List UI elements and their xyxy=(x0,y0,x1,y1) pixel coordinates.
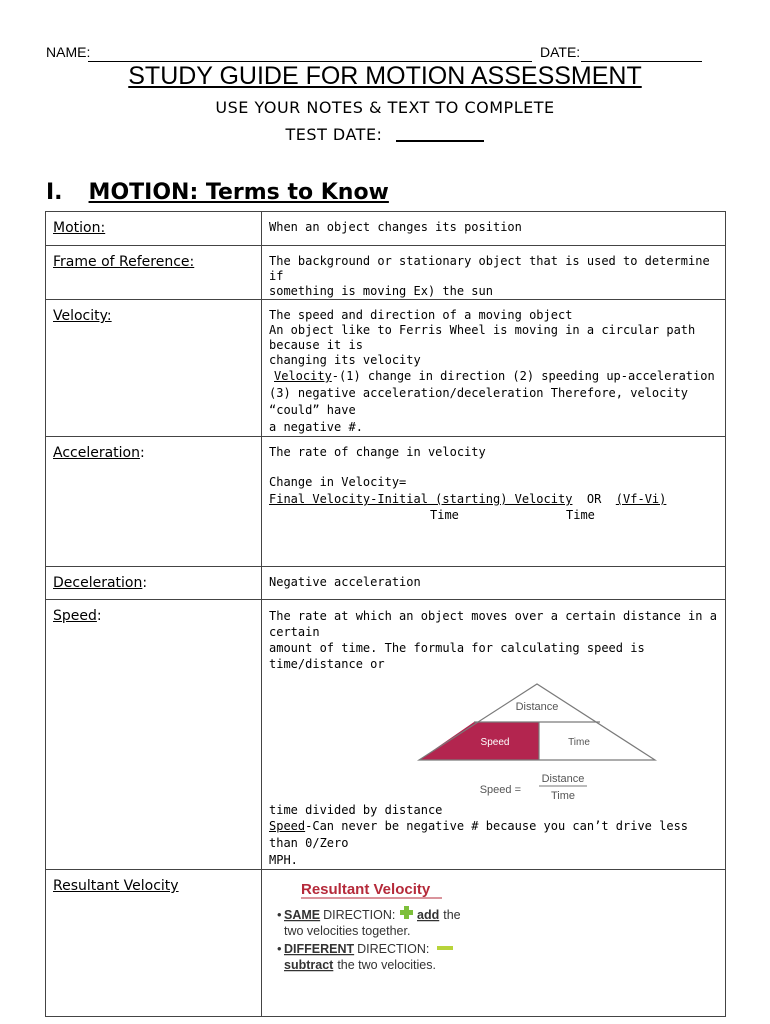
def-speed-line-4 xyxy=(269,818,717,852)
acceleration-formula xyxy=(269,474,717,525)
term-cell xyxy=(46,212,262,246)
instructions-subtitle: USE YOUR NOTES & TEXT TO COMPLETE xyxy=(215,98,555,117)
bullet-2-rest: the two velocities. xyxy=(337,958,436,972)
def-frame-line-1: The background or stationary object that is used to determine if xyxy=(269,254,710,283)
def-velocity-line-1: The speed and direction of a moving object xyxy=(269,308,573,322)
triangle-time-label: Time xyxy=(568,737,590,748)
formula-time-a: Time xyxy=(430,508,459,522)
triangle-distance-label: Distance xyxy=(515,701,559,713)
formula-words: Final Velocity-Initial (starting) Velocity xyxy=(269,492,573,506)
date-label: DATE: xyxy=(540,44,581,60)
definition-cell xyxy=(262,246,726,300)
table-row-velocity xyxy=(46,300,726,437)
table-row-acceleration xyxy=(46,437,726,567)
definition-cell xyxy=(262,567,726,600)
table-row-motion xyxy=(46,212,726,246)
def-velocity-line-3: changing its velocity xyxy=(269,353,421,367)
def-frame-line-2: something is moving Ex) the sun xyxy=(269,284,493,298)
acceleration-formula-line xyxy=(269,491,717,508)
section-number: I. xyxy=(46,180,63,205)
term-cell xyxy=(46,246,262,300)
term-cell xyxy=(46,567,262,600)
term-cell xyxy=(46,437,262,567)
speed-keyword: Speed xyxy=(269,819,306,833)
term-colon: : xyxy=(96,608,102,624)
term-deceleration: Deceleration xyxy=(53,575,143,591)
section-title: MOTION: Terms to Know xyxy=(88,180,389,205)
term-colon: : xyxy=(140,445,145,461)
speed-triangle-svg xyxy=(269,672,709,800)
equation-speed-label: Speed = xyxy=(479,784,521,796)
term-colon: : xyxy=(142,575,148,591)
definition-cell xyxy=(262,437,726,567)
definition-cell xyxy=(262,600,726,870)
formula-denominators xyxy=(269,508,717,525)
formula-or: OR xyxy=(586,492,602,506)
test-date-label: TEST DATE: xyxy=(285,125,383,144)
def-deceleration: Negative acceleration xyxy=(269,575,421,589)
table-row-frame-of-reference xyxy=(46,246,726,300)
bullet-1-direction: DIRECTION: xyxy=(323,908,396,922)
bullet-1-dot: • xyxy=(277,907,282,922)
def-speed-line-5: MPH. xyxy=(269,853,298,867)
equation-numerator: Distance xyxy=(541,773,585,785)
test-date-line xyxy=(0,125,770,144)
resultant-velocity-figure xyxy=(269,878,717,982)
bullet-1-add: add xyxy=(417,908,440,922)
term-frame-of-reference: Frame of Reference: xyxy=(53,254,195,270)
def-velocity-line-4 xyxy=(269,368,717,385)
resultant-velocity-svg xyxy=(269,878,529,978)
term-acceleration: Acceleration xyxy=(53,445,140,461)
velocity-keyword: Velocity xyxy=(274,369,332,383)
page-title: STUDY GUIDE FOR MOTION ASSESSMENT xyxy=(128,62,642,90)
bullet-2-dot: • xyxy=(277,941,282,956)
formula-time-b: Time xyxy=(566,508,595,522)
term-cell xyxy=(46,300,262,437)
def-speed-line-2: amount of time. The formula for calculating speed is time/distance or xyxy=(269,641,645,671)
def-velocity-line-2: An object like to Ferris Wheel is moving in a circular path because it is xyxy=(269,323,696,352)
bullet-1-line-1b xyxy=(417,908,461,922)
name-label: NAME: xyxy=(46,44,91,60)
speed-line-4-rest: -Can never be negative # because you can’t drive less than 0/Zero xyxy=(269,819,689,850)
def-velocity-line-6: a negative #. xyxy=(269,420,363,434)
bullet-1-same: SAME xyxy=(284,908,321,922)
def-velocity-line-5: (3) negative acceleration/deceleration Therefore, velocity “could” have xyxy=(269,386,689,417)
velocity-line-4-rest: -(1) change in direction (2) speeding up-acceleration xyxy=(331,369,715,383)
minus-icon xyxy=(437,946,453,950)
bullet-2-subtract: subtract xyxy=(284,958,334,972)
def-motion: When an object changes its position xyxy=(269,220,522,234)
term-cell xyxy=(46,870,262,1017)
table-row-deceleration xyxy=(46,567,726,600)
terms-table xyxy=(45,211,726,1017)
bullet-2-different: DIFFERENT xyxy=(284,942,355,956)
speed-triangle-figure xyxy=(269,672,709,800)
table-row-speed xyxy=(46,600,726,870)
bullet-1-the: the xyxy=(443,908,461,922)
triangle-speed-label: Speed xyxy=(480,737,510,748)
term-cell xyxy=(46,600,262,870)
bullet-1-line-2: two velocities together. xyxy=(284,924,411,938)
bullet-2-line-2 xyxy=(284,958,436,972)
section-heading xyxy=(46,180,389,205)
term-motion: Motion: xyxy=(53,220,106,236)
resultant-figure-title: Resultant Velocity xyxy=(301,881,431,898)
equation-denominator: Time xyxy=(550,790,576,800)
term-resultant-velocity: Resultant Velocity xyxy=(53,878,179,894)
plus-icon xyxy=(400,906,413,919)
definition-cell xyxy=(262,212,726,246)
def-acceleration-line-2: Change in Velocity= xyxy=(269,475,407,489)
term-velocity: Velocity: xyxy=(53,308,112,324)
bullet-1-line-1 xyxy=(284,908,395,922)
bullet-2-direction: DIRECTION: xyxy=(357,942,430,956)
def-speed-line-3: time divided by distance xyxy=(269,803,443,817)
definition-cell xyxy=(262,870,726,1017)
definition-cell xyxy=(262,300,726,437)
table-row-resultant-velocity xyxy=(46,870,726,1017)
term-speed: Speed xyxy=(53,608,97,624)
def-acceleration-line-1: The rate of change in velocity xyxy=(269,445,486,459)
test-date-blank[interactable] xyxy=(396,140,484,142)
def-speed-line-1: The rate at which an object moves over a certain distance in a certain xyxy=(269,609,717,639)
bullet-2-line-1 xyxy=(284,942,429,956)
formula-symbols: (Vf-Vi) xyxy=(615,492,667,506)
